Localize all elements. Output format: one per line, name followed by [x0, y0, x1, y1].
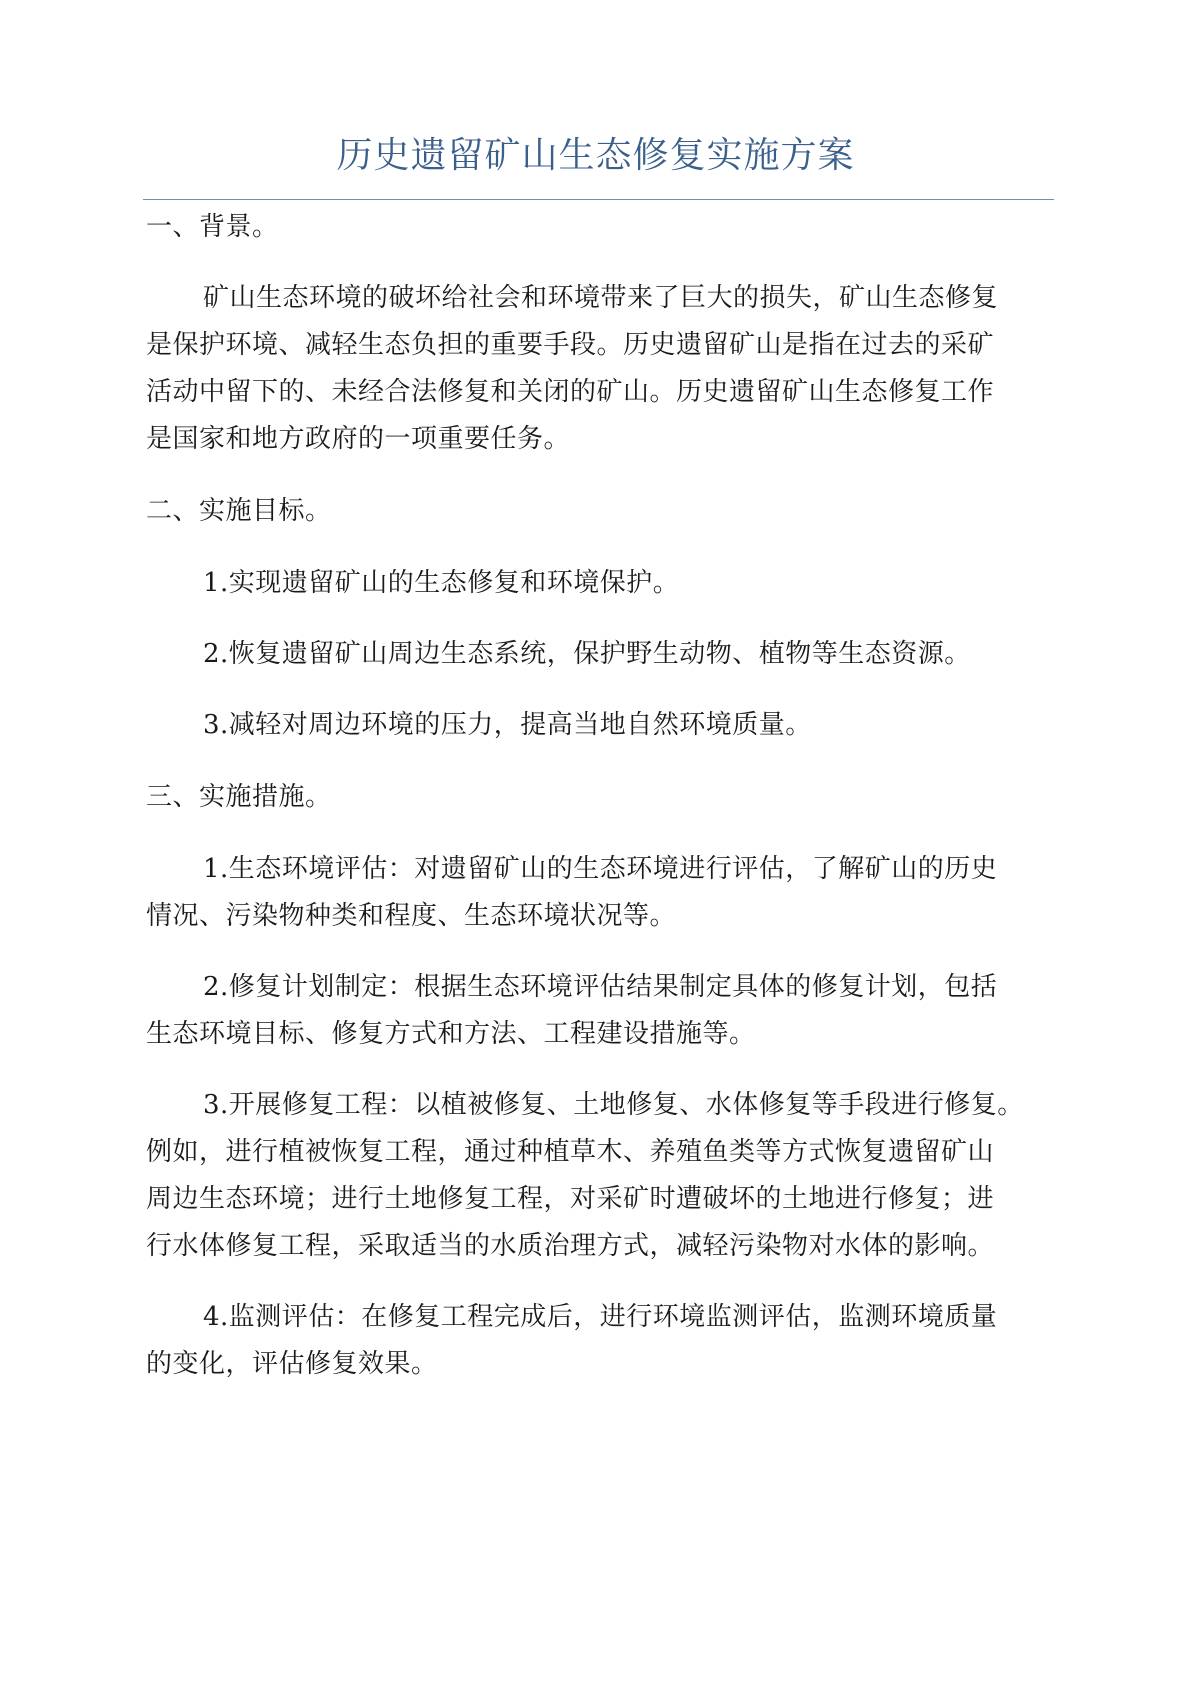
paragraph-line: 是保护环境、减轻生态负担的重要手段。历史遗留矿山是指在过去的采矿 [146, 330, 995, 360]
paragraph-line: 例如，进行植被恢复工程，通过种植草木、养殖鱼类等方式恢复遗留矿山 [146, 1137, 995, 1167]
section-heading-measures: 三、实施措施。 [146, 782, 332, 812]
section-heading-goals: 二、实施目标。 [146, 496, 332, 526]
paragraph-line: 情况、污染物种类和程度、生态环境状况等。 [146, 901, 677, 931]
paragraph-line: 2.恢复遗留矿山周边生态系统，保护野生动物、植物等生态资源。 [203, 639, 971, 669]
paragraph-line: 周边生态环境；进行土地修复工程，对采矿时遭破坏的土地进行修复；进 [146, 1184, 995, 1214]
paragraph-line: 生态环境目标、修复方式和方法、工程建设措施等。 [146, 1019, 756, 1049]
paragraph-line: 1.生态环境评估：对遗留矿山的生态环境进行评估，了解矿山的历史 [203, 854, 998, 884]
paragraph-line: 4.监测评估：在修复工程完成后，进行环境监测评估，监测环境质量 [203, 1302, 998, 1332]
document-title: 历史遗留矿山生态修复实施方案 [336, 135, 855, 176]
paragraph-line: 3.减轻对周边环境的压力，提高当地自然环境质量。 [203, 710, 812, 740]
paragraph-line: 活动中留下的、未经合法修复和关闭的矿山。历史遗留矿山生态修复工作 [146, 377, 995, 407]
paragraph-line: 3.开展修复工程：以植被修复、土地修复、水体修复等手段进行修复。 [203, 1090, 1024, 1120]
paragraph-line: 2.修复计划制定：根据生态环境评估结果制定具体的修复计划，包括 [203, 972, 998, 1002]
section-heading-background: 一、背景。 [146, 212, 279, 242]
paragraph-line: 1.实现遗留矿山的生态修复和环境保护。 [203, 568, 680, 598]
paragraph-line: 行水体修复工程，采取适当的水质治理方式，减轻污染物对水体的影响。 [146, 1231, 995, 1261]
paragraph-line: 的变化，评估修复效果。 [146, 1349, 438, 1379]
paragraph-line: 矿山生态环境的破坏给社会和环境带来了巨大的损失，矿山生态修复 [203, 283, 999, 313]
title-underline [143, 199, 1054, 200]
paragraph-line: 是国家和地方政府的一项重要任务。 [146, 424, 571, 454]
